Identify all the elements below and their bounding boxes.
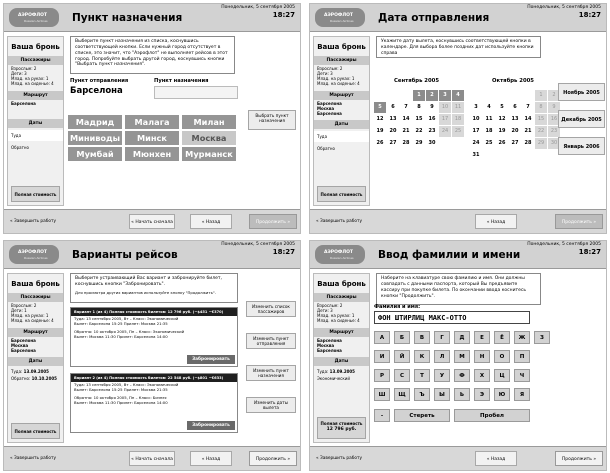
month-september: Сентябрь 2005	[394, 78, 440, 84]
back-date-row: Обратно: 10.10.2005	[11, 376, 57, 381]
back-button[interactable]: « Назад	[475, 451, 517, 466]
pax-children: Дети: 3	[317, 308, 333, 313]
passengers-info	[314, 302, 369, 324]
calendar-day: 17	[439, 114, 451, 125]
booking-header: Ваша бронь	[11, 280, 60, 288]
calendar-day[interactable]: 6	[387, 102, 399, 113]
key-letter[interactable]: Г	[434, 331, 450, 344]
calendar-day[interactable]: 19	[374, 126, 386, 137]
city-murmansk[interactable]: Мурманск	[182, 147, 236, 161]
finish-button[interactable]: « Завершить работу	[315, 219, 363, 224]
key-letter[interactable]: У	[434, 369, 450, 382]
departure-value: Барселона	[70, 86, 150, 99]
instruction-text: Наберите на клавиатуре свою фамилию и имя. Они должны совпадать с данными паспорта, который Вы предъявите кассиру при покупке билета. По окончании ввода коснитесь кнопки "Продолжить".	[376, 273, 541, 305]
pax-infants-lap: Млад. на руках: 1	[317, 76, 355, 81]
key-letter[interactable]: Ы	[434, 388, 450, 401]
continue-label: Продолжить	[561, 220, 592, 225]
date-time	[527, 6, 601, 19]
city-malaga[interactable]: Малага	[125, 115, 179, 129]
route-city: Барселона	[11, 348, 36, 353]
top-bar	[310, 241, 606, 269]
logo-title: АЭРОФЛОТ	[18, 250, 48, 255]
passengers-label: Пассажиры	[8, 293, 63, 302]
key-letter[interactable]: А	[374, 331, 390, 344]
city-madrid[interactable]: Мадрид	[68, 115, 122, 129]
instruction-text: Укажите дату вылета, коснувшись соответствующей кнопки в календаре. Для выбора более поздних дат используйте кнопки справа	[376, 36, 541, 58]
pax-infants-seat: Млад. на сиденье: 4	[11, 318, 54, 323]
book-button[interactable]: Забронировать	[187, 355, 235, 364]
key-letter[interactable]: Х	[474, 369, 490, 382]
calendar-day: 25	[452, 126, 464, 137]
back-label: Обратно	[317, 146, 335, 151]
calendar-day[interactable]: 7	[522, 102, 534, 113]
calendar-day: 24	[439, 126, 451, 137]
route-city: Барселона	[317, 111, 342, 116]
pax-children: Дети: 3	[11, 71, 27, 76]
back-label-btn: Назад	[205, 457, 221, 462]
restart-button[interactable]: « Начать сначала	[129, 214, 175, 229]
route-city: Москва	[317, 106, 335, 111]
route-label: Маршрут	[314, 91, 369, 100]
pax-adults: Взрослые: 2	[317, 66, 343, 71]
city-mumbai[interactable]: Мумбай	[68, 147, 122, 161]
booking-sidebar	[7, 273, 64, 443]
route-city: Барселона	[11, 101, 36, 106]
calendar-day[interactable]: 20	[509, 126, 521, 137]
aeroflot-logo	[9, 245, 59, 264]
flight-option-2[interactable]	[70, 373, 238, 433]
pax-children: Дети: 3	[317, 71, 333, 76]
top-bar	[4, 241, 300, 269]
calendar-day[interactable]: 28	[400, 138, 412, 149]
key-letter[interactable]: Ш	[374, 388, 390, 401]
calendar-day: 3	[439, 90, 451, 101]
restart-label: Начать сначала	[135, 457, 173, 462]
calendar-day[interactable]: 13	[387, 114, 399, 125]
restart-label: Начать сначала	[135, 220, 173, 225]
finish-label: Завершить работу	[319, 456, 363, 461]
total-price: Полная стоимость	[11, 423, 60, 439]
route-city: Барселона	[317, 101, 342, 106]
instruction-text	[70, 273, 238, 303]
booking-sidebar	[7, 36, 64, 206]
calendar-day: 29	[535, 138, 547, 149]
pax-infants-lap: Млад. на руках: 1	[11, 313, 49, 318]
calendar-day[interactable]: 12	[496, 114, 508, 125]
there-label: Туда	[314, 131, 369, 142]
change-departure-button[interactable]: Изменить пункт отправления	[246, 333, 296, 349]
key-letter[interactable]: Р	[374, 369, 390, 382]
instruction-text: Выберите пункт назначения из списка, коснувшись соответствующей кнопки. Если нужный город отсутствует в списке, это значит, что "Аэрофлот" не выполняет рейсов в этот город. Попробуйте выбрать другой город, коснувшись кнопки "Выбрать пункт назначения".	[70, 36, 235, 74]
key-letter[interactable]: О	[494, 350, 510, 363]
key-letter[interactable]: Ц	[494, 369, 510, 382]
key-letter[interactable]: В	[414, 331, 430, 344]
total-value: 12 796 руб.	[326, 427, 357, 432]
route-label: Маршрут	[8, 91, 63, 100]
calendar-day[interactable]: 3	[470, 102, 482, 113]
passengers-label: Пассажиры	[314, 293, 369, 302]
total-price: Полная стоимость	[11, 186, 60, 202]
continue-button[interactable]: Продолжить »	[555, 451, 603, 466]
book-button[interactable]: Забронировать	[187, 421, 235, 430]
there-label: Туда	[8, 130, 63, 141]
calendar-day: 11	[452, 102, 464, 113]
calendar-day: 16	[548, 114, 560, 125]
date-time	[221, 243, 295, 256]
continue-label: Продолжить	[255, 220, 286, 225]
total-price: Полная стоимость	[317, 186, 366, 202]
calendar-day[interactable]: 29	[413, 138, 425, 149]
name-label: Фамилия и имя:	[374, 304, 421, 310]
aeroflot-logo	[315, 245, 365, 264]
city-moscow[interactable]: Москва	[182, 131, 236, 145]
key-letter[interactable]: Т	[414, 369, 430, 382]
change-dates-button[interactable]: Изменить даты вылета	[246, 397, 296, 413]
calendar-day[interactable]: 20	[387, 126, 399, 137]
key-letter[interactable]: К	[414, 350, 430, 363]
logo-title: АЭРОФЛОТ	[18, 13, 48, 18]
continue-label: Продолжить	[561, 457, 592, 462]
top-bar	[310, 4, 606, 32]
route-info	[8, 337, 63, 354]
calendar-day[interactable]: 12	[374, 114, 386, 125]
current-date: Понедельник, 5 сентября 2005	[527, 242, 601, 247]
pax-infants-lap: Млад. на руках: 1	[317, 313, 355, 318]
current-date: Понедельник, 5 сентября 2005	[221, 242, 295, 247]
bottom-bar	[4, 209, 300, 233]
name-input[interactable]: ФОН ШТИРЛИЦ МАКС-ОТТО	[374, 311, 530, 324]
calendar-day: 2	[548, 90, 560, 101]
key-letter[interactable]: Б	[394, 331, 410, 344]
date-time	[527, 243, 601, 256]
pax-children: Дети: 1	[11, 308, 27, 313]
back-button[interactable]: « Назад	[190, 451, 232, 466]
passengers-info	[8, 65, 63, 87]
continue-button[interactable]: Продолжить »	[555, 214, 603, 229]
key-letter[interactable]: Щ	[394, 388, 410, 401]
calendar-day[interactable]: 5	[496, 102, 508, 113]
back-button[interactable]: « Назад	[190, 214, 232, 229]
calendar-day: 1	[413, 90, 425, 101]
restart-button[interactable]: « Начать сначала	[129, 451, 175, 466]
logo-subtitle: Russian Airlines	[24, 19, 48, 23]
pax-infants-seat: Млад. на сиденье: 4	[11, 81, 54, 86]
calendar-day[interactable]: 21	[400, 126, 412, 137]
route-city: Барселона	[317, 338, 342, 343]
back-date: 10.10.2005	[31, 376, 57, 381]
city-minvody[interactable]: Миниводы	[69, 133, 121, 143]
key-letter[interactable]: Д	[454, 331, 470, 344]
route-info	[314, 100, 369, 117]
there-date-row: Туда: 13.09.2005	[317, 369, 355, 374]
option-header: Вариант 1 (из 4) Полная стоимость билетов: 12 796 руб. (~$451 ~€370)	[71, 308, 237, 316]
key-hyphen[interactable]: -	[374, 409, 390, 422]
pax-infants-seat: Млад. на сиденье: 4	[317, 318, 360, 323]
calendar-day: 30	[548, 138, 560, 149]
key-space[interactable]: Пробел	[454, 409, 530, 422]
calendar-day[interactable]: 27	[509, 138, 521, 149]
continue-button[interactable]: Продолжить »	[249, 451, 297, 466]
name-entry-main	[374, 273, 604, 443]
option-there-times: Вылет: Барселона 15:25 Прилет: Москва 21:35	[74, 321, 168, 327]
city-minsk[interactable]: Минск	[125, 131, 179, 145]
bottom-bar	[4, 446, 300, 470]
calendar-day: 9	[548, 102, 560, 113]
calendar-day[interactable]: 15	[413, 114, 425, 125]
calendar-day[interactable]: 13	[509, 114, 521, 125]
dates-label: Даты	[8, 357, 63, 366]
passengers-info	[8, 302, 63, 324]
key-letter[interactable]: И	[374, 350, 390, 363]
calendar-day: 4	[452, 90, 464, 101]
calendar-day[interactable]: 24	[470, 138, 482, 149]
there-label: Туда	[11, 369, 22, 374]
current-time: 18:27	[578, 247, 601, 256]
back-label-btn: Назад	[490, 457, 506, 462]
finish-label: Завершить работу	[319, 219, 363, 224]
key-letter[interactable]: Л	[434, 350, 450, 363]
logo-subtitle: Russian Airlines	[330, 256, 354, 260]
option-back-times: Вылет: Москва 11:30 Прилет: Барселона 14:00	[74, 334, 168, 340]
there-date-row: Туда: 13.09.2005	[11, 369, 49, 374]
top-bar	[4, 4, 300, 32]
current-time: 18:27	[578, 10, 601, 19]
instruction-line: Выберите устраивающий Вас вариант и забронируйте билет, коснувшись кнопки "Забронировать".	[75, 276, 222, 287]
calendar-day[interactable]: 22	[413, 126, 425, 137]
total-price	[317, 417, 366, 439]
continue-label: Продолжить	[255, 457, 286, 462]
screen-departure-date	[309, 3, 607, 234]
calendar-day[interactable]: 18	[483, 126, 495, 137]
route-city: Барселона	[11, 338, 36, 343]
finish-button[interactable]: « Завершить работу	[9, 219, 57, 224]
current-date: Понедельник, 5 сентября 2005	[221, 5, 295, 10]
logo-title: АЭРОФЛОТ	[324, 250, 354, 255]
screen-name-entry	[309, 240, 607, 471]
calendar-day: 15	[535, 114, 547, 125]
flight-option-1[interactable]	[70, 307, 238, 367]
route-city: Москва	[11, 343, 29, 348]
key-letter[interactable]: Ф	[454, 369, 470, 382]
page-title: Дата отправления	[378, 12, 490, 24]
option-header: Вариант 2 (из 4) Полная стоимость билетов: 22 548 руб. (~$801 ~€633)	[71, 374, 237, 382]
calendar-day[interactable]: 14	[400, 114, 412, 125]
dates-label: Даты	[314, 120, 369, 129]
calendar-day[interactable]: 6	[509, 102, 521, 113]
key-letter[interactable]: Ж	[514, 331, 530, 344]
month-nov-button[interactable]: Ноябрь 2005	[558, 83, 605, 101]
options-main	[68, 273, 298, 443]
option-there-line: Туда: 13 сентября 2005, Вт – Класс: Экономический	[74, 316, 179, 321]
calendar-day[interactable]: 7	[400, 102, 412, 113]
option-there-line: Туда: 13 сентября 2005, Вт – Класс: Экономический	[74, 382, 179, 387]
calendar-day[interactable]: 17	[470, 126, 482, 137]
departure-label: Пункт отправления	[70, 78, 129, 84]
there-label: Туда	[317, 369, 328, 374]
passengers-info	[314, 65, 369, 87]
key-letter[interactable]: Я	[514, 388, 530, 401]
key-letter[interactable]: Э	[474, 388, 490, 401]
calendar-day[interactable]: 30	[426, 138, 438, 149]
key-erase[interactable]: Стереть	[394, 409, 450, 422]
current-time: 18:27	[272, 247, 295, 256]
current-time: 18:27	[272, 10, 295, 19]
instruction-line-2: Для просмотра других вариантов используйте кнопку "Продолжить".	[75, 289, 216, 295]
calendar-day[interactable]: 10	[470, 114, 482, 125]
month-jan-button[interactable]: Январь 2006	[558, 137, 605, 155]
key-letter[interactable]: Ч	[514, 369, 530, 382]
calendar-day[interactable]: 28	[522, 138, 534, 149]
logo-title: АЭРОФЛОТ	[324, 13, 354, 18]
booking-header: Ваша бронь	[317, 43, 366, 51]
logo-subtitle: Russian Airlines	[330, 19, 354, 23]
city-munich[interactable]: Мюнхен	[125, 147, 179, 161]
key-letter[interactable]: Ё	[494, 331, 510, 344]
calendar-day: 23	[548, 126, 560, 137]
route-city: Барселона	[317, 348, 342, 353]
calendar-day: 18	[452, 114, 464, 125]
finish-button[interactable]: « Завершить работу	[9, 456, 57, 461]
route-label: Маршрут	[8, 328, 63, 337]
route-info	[8, 100, 63, 107]
bottom-bar	[310, 209, 606, 233]
calendar-day: 2	[426, 90, 438, 101]
pax-adults: Взрослые: 2	[317, 303, 343, 308]
page-title: Пункт назначения	[72, 12, 183, 24]
route-info	[314, 337, 369, 354]
key-letter[interactable]: М	[454, 350, 470, 363]
route-city: Москва	[317, 343, 335, 348]
back-label-btn: Назад	[490, 220, 506, 225]
choose-destination-button[interactable]: Выбрать пункт назначения	[248, 110, 296, 130]
aeroflot-logo	[315, 8, 365, 27]
calendar-day[interactable]: 19	[496, 126, 508, 137]
calendar-day[interactable]: 26	[374, 138, 386, 149]
month-october: Октябрь 2005	[492, 78, 534, 84]
date-time	[221, 6, 295, 19]
aeroflot-logo	[9, 8, 59, 27]
key-letter[interactable]: П	[514, 350, 530, 363]
key-letter[interactable]: Й	[394, 350, 410, 363]
finish-label: Завершить работу	[13, 456, 57, 461]
class-info: Экономический	[317, 376, 350, 381]
key-letter[interactable]: З	[534, 331, 550, 344]
key-letter[interactable]: Н	[474, 350, 490, 363]
calendar-day[interactable]: 27	[387, 138, 399, 149]
calendar-day[interactable]: 14	[522, 114, 534, 125]
change-destination-button[interactable]: Изменить пункт назначения	[246, 365, 296, 381]
current-date: Понедельник, 5 сентября 2005	[527, 5, 601, 10]
option-back-line: Обратно: 10 октября 2005, Пн – Класс: Бизнес	[74, 395, 167, 401]
calendar-day[interactable]: 4	[483, 102, 495, 113]
finish-button[interactable]: « Завершить работу	[315, 456, 363, 461]
option-back-times: Вылет: Москва 11:30 Прилет: Барселона 14:00	[74, 400, 168, 406]
pax-adults: Взрослые: 2	[11, 66, 37, 71]
continue-button[interactable]: Продолжить »	[249, 214, 297, 229]
key-letter[interactable]: Е	[474, 331, 490, 344]
passengers-label: Пассажиры	[314, 56, 369, 65]
destination-main	[68, 36, 298, 206]
pax-infants-seat: Млад. на сиденье: 4	[317, 81, 360, 86]
logo-subtitle: Russian Airlines	[24, 256, 48, 260]
pax-adults: Взрослые: 2	[11, 303, 37, 308]
destination-input[interactable]	[154, 86, 238, 99]
option-there-times: Вылет: Барселона 15:25 Прилет: Москва 21:35	[74, 387, 168, 393]
calendar-day[interactable]: 23	[426, 126, 438, 137]
finish-label: Завершить работу	[13, 219, 57, 224]
screen-flight-options	[3, 240, 301, 471]
bottom-bar	[310, 446, 606, 470]
month-dec-button[interactable]: Декабрь 2005	[558, 110, 605, 128]
change-passengers-button[interactable]: Изменить список пассажиров	[246, 301, 296, 317]
back-label: Обратно	[11, 376, 29, 381]
key-letter[interactable]: Ь	[454, 388, 470, 401]
calendar-day[interactable]: 25	[483, 138, 495, 149]
dates-label: Даты	[8, 119, 63, 128]
calendar-day: 1	[535, 90, 547, 101]
back-label: Обратно	[11, 145, 29, 150]
booking-header: Ваша бронь	[11, 43, 60, 51]
calendar-day[interactable]: 11	[483, 114, 495, 125]
calendar-day[interactable]: 9	[426, 102, 438, 113]
calendar-day: 22	[535, 126, 547, 137]
page-title: Варианты рейсов	[72, 249, 178, 261]
pax-infants-lap: Млад. на руках: 1	[11, 76, 49, 81]
booking-sidebar	[313, 273, 370, 443]
back-button[interactable]: « Назад	[475, 214, 517, 229]
booking-header: Ваша бронь	[317, 280, 366, 288]
calendar-day[interactable]: 16	[426, 114, 438, 125]
route-label: Маршрут	[314, 328, 369, 337]
total-label: Полная стоимость	[320, 421, 363, 426]
option-back-line: Обратно: 10 октября 2005, Пн – Класс: Экономический	[74, 329, 185, 335]
destination-label: Пункт назначения	[154, 78, 209, 84]
there-date: 13.09.2005	[329, 369, 355, 374]
city-milan[interactable]: Милан	[182, 115, 236, 129]
calendar-day[interactable]: 8	[413, 102, 425, 113]
calendar-day[interactable]: 26	[496, 138, 508, 149]
key-letter[interactable]: Ъ	[414, 388, 430, 401]
back-label-btn: Назад	[205, 220, 221, 225]
page-title: Ввод фамилии и имени	[378, 249, 521, 261]
calendar-day: 10	[439, 102, 451, 113]
booking-sidebar	[313, 36, 370, 206]
there-date: 13.09.2005	[23, 369, 49, 374]
dates-label: Даты	[314, 357, 369, 366]
key-letter[interactable]: Ю	[494, 388, 510, 401]
screen-destination	[3, 3, 301, 234]
calendar-day[interactable]: 21	[522, 126, 534, 137]
calendar-day: 5	[374, 102, 386, 113]
calendar-day: 8	[535, 102, 547, 113]
passengers-label: Пассажиры	[8, 56, 63, 65]
key-letter[interactable]: С	[394, 369, 410, 382]
calendar-day[interactable]: 31	[470, 150, 482, 161]
